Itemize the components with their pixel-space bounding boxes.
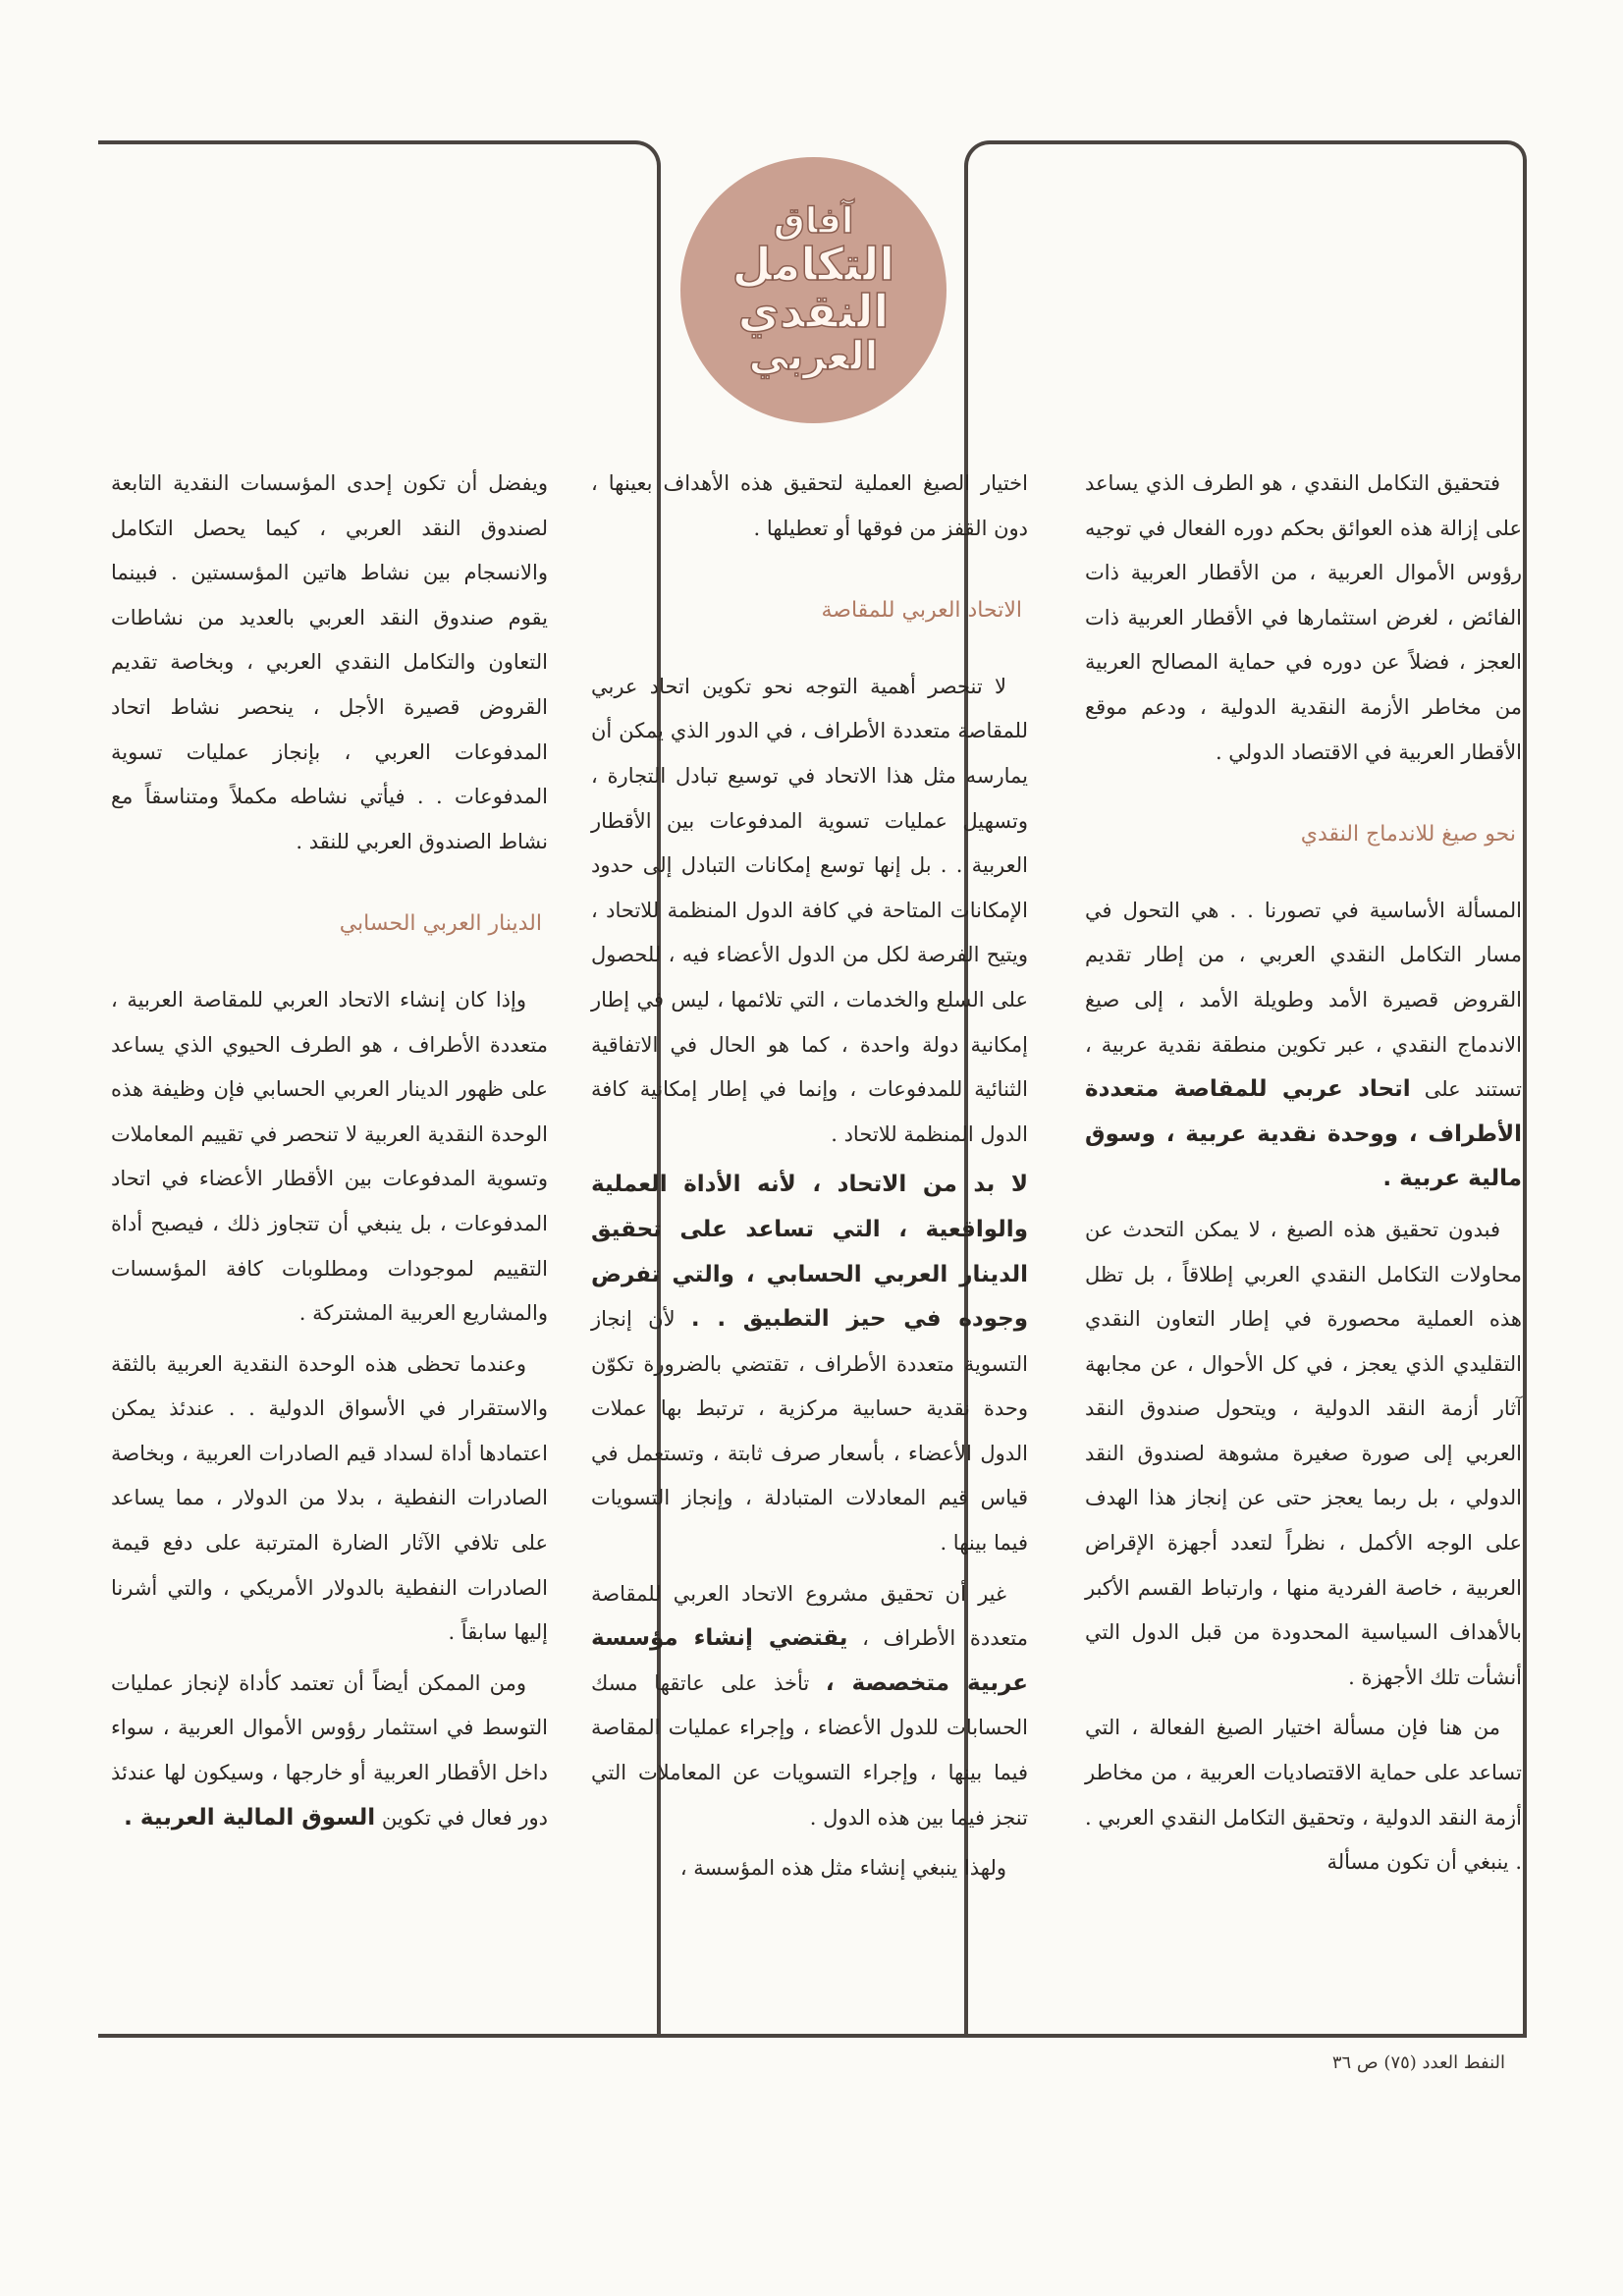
column-right bbox=[1085, 462, 1522, 1891]
paragraph: ولهذا ينبغي إنشاء مثل هذه المؤسسة ، bbox=[679, 1856, 1006, 1881]
section-heading: نحو صيغ للاندماج النقدي bbox=[1300, 822, 1516, 847]
emphasis-text: السوق المالية العربية . bbox=[124, 1804, 376, 1831]
column-left bbox=[111, 462, 548, 1846]
paragraph: من هنا فإن مسألة اختيار الصيغ الفعالة ، التي تساعد على حماية الاقتصاديات العربية ، من مخاطر أزمة النقد الدولية ، وتحقيق التكامل النقدي العربي . . ينبغي أن تكون مسألة bbox=[1085, 1716, 1522, 1875]
paragraph: ويفضل أن تكون إحدى المؤسسات النقدية التابعة لصندوق النقد العربي ، كيما يحصل التكامل والانسجام بين نشاط هاتين المؤسستين . فبينما يقوم صندوق النقد العربي بالعديد من نشاطات التعاون والتكامل النقدي العربي ، وبخاصة تقديم القروض قصيرة الأجل ، ينحصر نشاط اتحاد المدفوعات العربي ، بإنجاز عمليات تسوية المدفوعات . . فيأتي نشاطه مكملاً ومتناسقاً مع نشاط الصندوق العربي للنقد . bbox=[111, 471, 548, 853]
logo-line-3: النقدي bbox=[737, 285, 890, 339]
section-heading: الاتحاد العربي للمقاصة bbox=[821, 598, 1022, 624]
paragraph: وعندما تحظى هذه الوحدة النقدية العربية بالثقة والاستقرار في الأسواق الدولية . . عندئذ يمكن اعتمادها أداة لسداد قيم الصادرات العربية ، وبخاصة الصادرات النفطية ، بدلا من الدولار ، مما يساعد على تلافي الآثار الضارة المترتبة على دفع قيمة الصادرات النفطية بالدولار الأمريكي ، والتي أشرنا إليها سابقاً . bbox=[111, 1351, 548, 1645]
emphasis-text: اتحاد عربي للمقاصة متعددة الأطراف ، ووحدة نقدية عربية ، وسوق مالية عربية . bbox=[1085, 1076, 1522, 1192]
logo-line-2: التكامل bbox=[731, 238, 895, 292]
page-footer: النفط العدد (٧٥) ص ٣٦ bbox=[1331, 2052, 1505, 2073]
paragraph-text: غير أن تحقيق مشروع الاتحاد العربي للمقاصة متعددة الأطراف ، bbox=[591, 1581, 1028, 1651]
section-heading: الدينار العربي الحسابي bbox=[339, 911, 542, 937]
column-middle bbox=[591, 462, 1028, 1897]
paragraph: اختيار الصيغ العملية لتحقيق هذه الأهداف بعينها ، دون القفز من فوقها أو تعطيلها . bbox=[591, 471, 1028, 540]
paragraph-text: المسألة الأساسية في تصورنا . . هي التحول في مسار التكامل النقدي العربي ، من إطار تقديم القروض قصيرة الأمد وطويلة الأمد ، إلى صيغ الاندماج النقدي ، عبر تكوين منطقة نقدية عربية ، تستند على bbox=[1085, 898, 1522, 1102]
paragraph bbox=[111, 1662, 548, 1840]
logo-line-1: آفاق bbox=[773, 201, 854, 243]
paragraph bbox=[591, 1163, 1028, 1565]
paragraph: لا تنحصر أهمية التوجه نحو تكوين اتحاد عربي للمقاصة متعددة الأطراف ، في الدور الذي يمكن أن يمارسه مثل هذا الاتحاد في توسيع تبادل التجارة ، وتسهيل عمليات تسوية المدفوعات بين الأقطار العربية . . بل إنها توسع إمكانات التبادل إلى حدود الإمكانات المتاحة في كافة الدول المنظمة للاتحاد ، ويتيح الفرصة لكل من الدول الأعضاء فيه ، للحصول على السلع والخدمات ، التي تلائمها ، ليس في إطار إمكانية دولة واحدة ، كما هو الحال في الاتفاقية الثنائية للمدفوعات ، وإنما في إطار إمكانية كافة الدول المنظمة للاتحاد . bbox=[591, 674, 1028, 1146]
paragraph bbox=[1085, 889, 1522, 1202]
paragraph: فبدون تحقيق هذه الصيغ ، لا يمكن التحدث عن محاولات التكامل النقدي العربي إطلاقاً ، بل تظل هذه العملية محصورة في إطار التعاون النقدي التقليدي الذي يعجز ، في كل الأحوال ، عن مجابهة آثار أزمة النقد الدولية ، ويتحول صندوق النقد العربي إلى صورة صغيرة مشوهة لصندوق النقد الدولي ، بل ربما يعجز حتى عن إنجاز هذا الهدف على الوجه الأكمل ، نظراً لتعدد أجهزة الإقراض العربية ، خاصة الفردية منها ، وارتباط القسم الأكبر بالأهداف السياسية المحدودة من قبل الدول التي أنشأت تلك الأجهزة . bbox=[1085, 1217, 1522, 1689]
paragraph-text: تأخذ على عاتقها مسك الحسابات للدول الأعضاء ، وإجراء عمليات المقاصة فيما بينها ، وإجراء التسويات عن المعاملات التي تنجز فيما بين هذه الدول . bbox=[591, 1670, 1028, 1830]
emphasis-text: لا بد من الاتحاد ، لأنه الأداة العملية والواقعية ، التي تساعد على تحقيق الدينار العربي الحسابي ، والتي تفرض وجوده في حيز التطبيق . . bbox=[591, 1172, 1028, 1333]
paragraph-text: لأن إنجاز التسوية متعددة الأطراف ، تقتضي بالضرورة تكوّن وحدة نقدية حسابية مركزية ، ترتبط بها عملات الدول الأعضاء ، بأسعار صرف ثابتة ، وتستعمل في قياس قيم المعادلات المتبادلة ، وإنجاز التسويات فيما بينها . bbox=[591, 1307, 1028, 1556]
paragraph bbox=[591, 1572, 1028, 1841]
paragraph-text: ومن الممكن أيضاً أن تعتمد كأداة لإنجاز عمليات التوسط في استثمار رؤوس الأموال العربية ، سواء داخل الأقطار العربية أو خارجها ، وسيكون لها عندئذ دور فعال في تكوين bbox=[111, 1670, 548, 1830]
paragraph: وإذا كان إنشاء الاتحاد العربي للمقاصة العربية ، متعددة الأطراف ، هو الطرف الحيوي الذي يساعد على ظهور الدينار العربي الحسابي فإن وظيفة هذه الوحدة النقدية العربية لا تنحصر في تقييم المعاملات وتسوية المدفوعات بين الأقطار الأعضاء في اتحاد المدفوعات ، بل ينبغي أن تتجاوز ذلك ، فيصبح أداة التقييم لموجودات ومطلوبات كافة المؤسسات والمشاريع العربية المشتركة . bbox=[111, 987, 548, 1326]
bottom-rule bbox=[98, 2034, 1527, 2038]
series-logo bbox=[680, 157, 947, 423]
emphasis-text: يقتضي إنشاء مؤسسة عربية متخصصة ، bbox=[591, 1625, 1028, 1696]
paragraph: فتحقيق التكامل النقدي ، هو الطرف الذي يساعد على إزالة هذه العوائق بحكم دوره الفعال في توجيه رؤوس الأموال العربية ، من الأقطار العربية ذات الفائض ، لغرض استثمارها في الأقطار العربية ذات العجز ، فضلاً عن دوره في حماية المصالح العربية من مخاطر الأزمة النقدية الدولية ، ودعم موقع الأقطار العربية في الاقتصاد الدولي . bbox=[1085, 471, 1522, 764]
logo-line-4: العربي bbox=[748, 333, 879, 379]
